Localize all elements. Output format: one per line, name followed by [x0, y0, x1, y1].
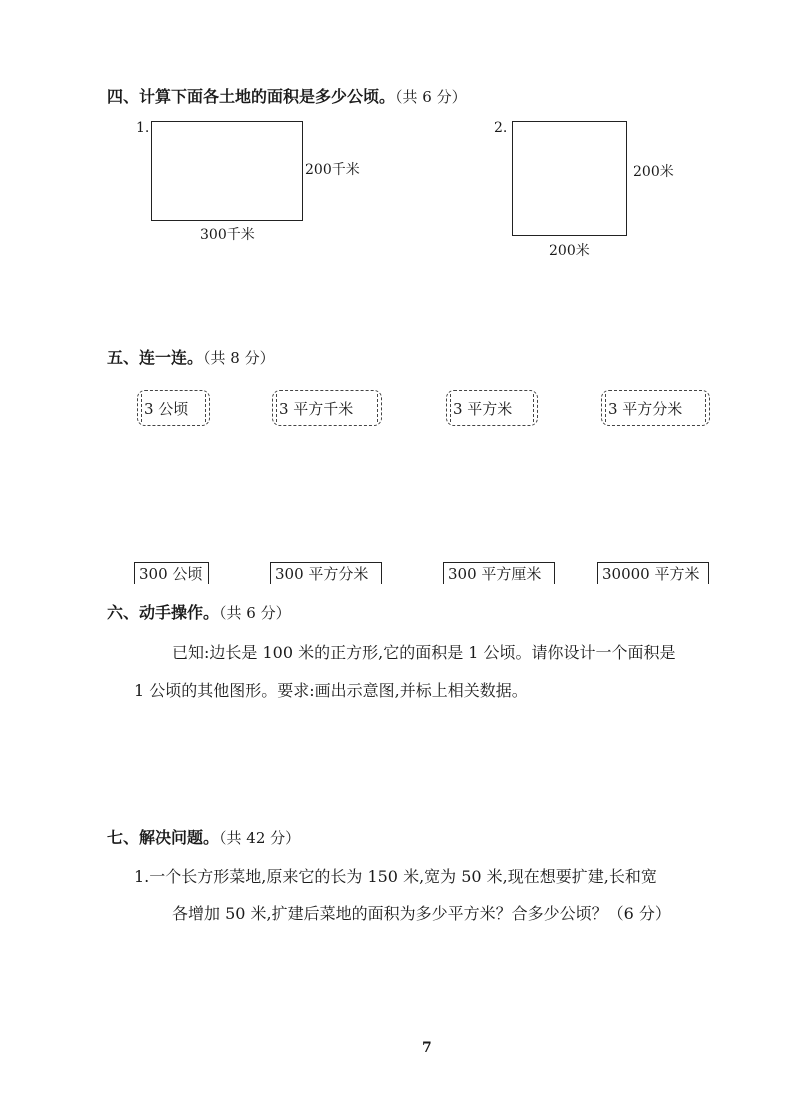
figure-2-width-label: 200米	[549, 243, 590, 259]
match-card-top-3[interactable]	[446, 390, 538, 426]
figure-1-rectangle	[151, 121, 303, 221]
section-7-title: 七、解决问题。	[107, 828, 220, 847]
match-item-bottom-2[interactable]	[270, 562, 382, 584]
match-card-label: 3 平方米	[453, 399, 513, 418]
figure-2-square	[512, 121, 627, 236]
match-item-label: 300 平方分米	[275, 565, 369, 583]
match-item-bottom-1[interactable]	[134, 562, 209, 584]
match-card-top-2[interactable]	[272, 390, 382, 426]
question-1-line-1: 1.一个长方形菜地,原来它的长为 150 米,宽为 50 米,现在想要扩建,长和宽	[134, 867, 657, 886]
match-card-top-1[interactable]	[137, 390, 210, 426]
section-4-score: （共 6 分）	[395, 88, 467, 106]
section-7-score: （共 42 分）	[219, 829, 301, 847]
section-5-title: 五、连一连。	[107, 348, 204, 367]
match-card-top-4[interactable]	[601, 390, 710, 426]
section-6-text-line-1: 已知:边长是 100 米的正方形,它的面积是 1 公顷。请你设计一个面积是	[172, 643, 676, 662]
match-item-label: 300 平方厘米	[448, 565, 542, 583]
match-card-label: 3 平方千米	[279, 399, 354, 418]
section-4-title: 四、计算下面各土地的面积是多少公顷。	[107, 87, 396, 106]
match-card-label: 3 平方分米	[608, 399, 683, 418]
section-6-score: （共 6 分）	[219, 604, 291, 622]
match-card-label: 3 公顷	[144, 399, 189, 418]
section-6-text-line-2: 1 公顷的其他图形。要求:画出示意图,并标上相关数据。	[134, 681, 528, 700]
match-item-label: 30000 平方米	[602, 565, 700, 583]
section-5-score: （共 8 分）	[203, 349, 275, 367]
section-7-heading	[107, 825, 300, 848]
figure-1-height-label: 200千米	[305, 162, 360, 178]
page-number: 7	[422, 1040, 432, 1056]
question-1-line-2: 各增加 50 米,扩建后菜地的面积为多少平方米？合多少公顷？（6 分）	[172, 904, 671, 923]
figure-2-height-label: 200米	[633, 164, 674, 180]
section-6-heading	[107, 600, 291, 623]
section-5-heading	[107, 345, 275, 368]
figure-2-number: 2.	[494, 120, 508, 136]
section-6-title: 六、动手操作。	[107, 603, 220, 622]
figure-1-width-label: 300千米	[200, 227, 255, 243]
figure-1-number: 1.	[136, 120, 150, 136]
match-item-bottom-4[interactable]	[597, 562, 709, 584]
section-4-heading	[107, 84, 467, 107]
match-item-label: 300 公顷	[139, 565, 203, 583]
match-item-bottom-3[interactable]	[443, 562, 555, 584]
